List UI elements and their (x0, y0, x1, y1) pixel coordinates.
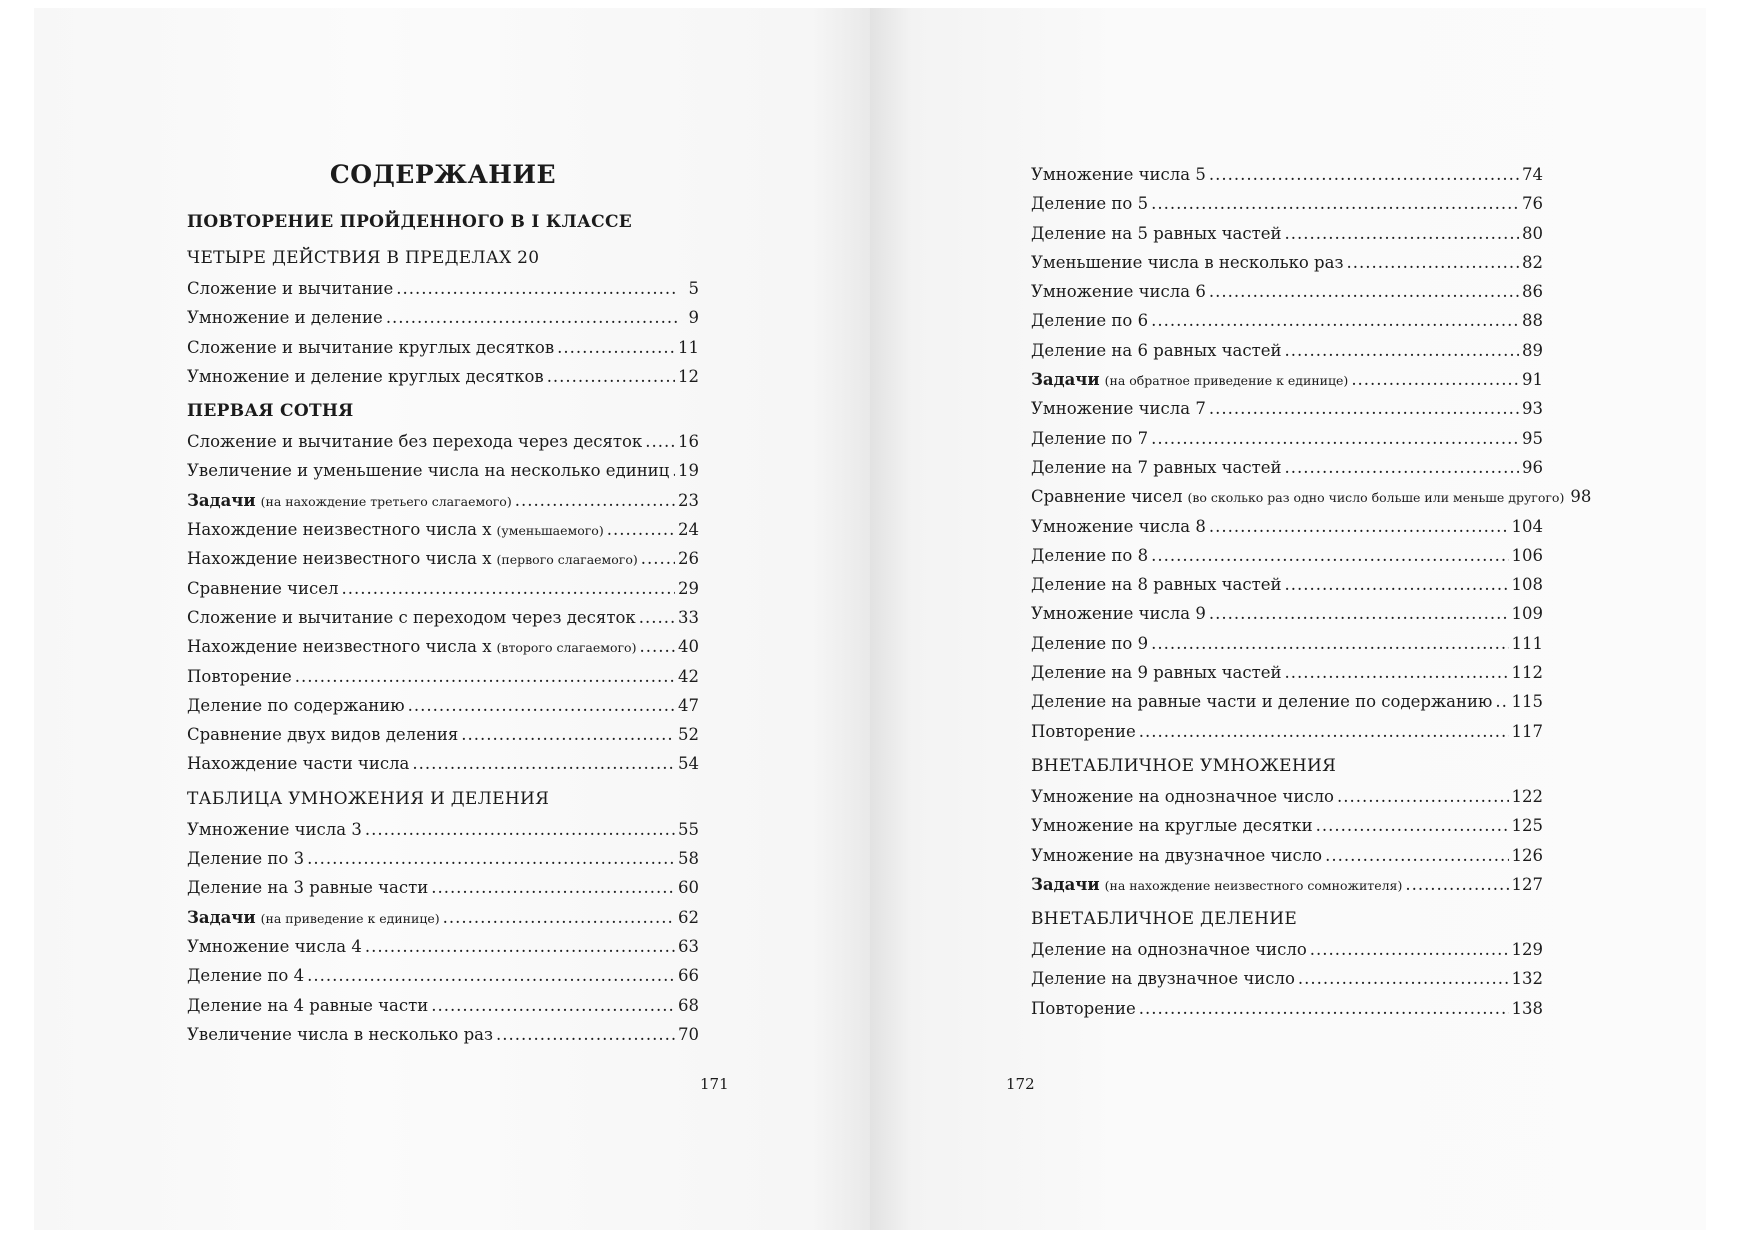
toc-entry[interactable] (1031, 629, 1543, 658)
toc-entry[interactable] (187, 486, 699, 515)
toc-entry-label (187, 574, 338, 603)
toc-entry-label (187, 486, 512, 516)
dot-leader (672, 456, 675, 485)
dot-leader (1298, 964, 1509, 993)
toc-entry-page: 111 (1511, 633, 1543, 653)
toc-entry[interactable] (1031, 935, 1543, 964)
toc-entry-label (187, 544, 638, 574)
toc-entry-page: 76 (1522, 194, 1543, 214)
toc-entry-label (1031, 870, 1402, 900)
toc-entry-page: 68 (678, 995, 699, 1015)
right-toc-sections (1031, 160, 1592, 1023)
toc-entry-title: Сложение и вычитание с переходом через десяток (187, 607, 636, 627)
toc-entry-page: 126 (1511, 845, 1543, 865)
left-toc-column (187, 160, 699, 1049)
toc-entry-label (187, 427, 642, 456)
dot-leader (1151, 541, 1508, 570)
toc-entry-title: Задачи (187, 907, 256, 927)
toc-entry-label (187, 333, 554, 362)
toc-entry[interactable] (187, 333, 699, 362)
toc-entry-page: 47 (678, 695, 699, 715)
toc-entry-label (1031, 541, 1148, 570)
toc-entry-label (187, 844, 304, 873)
toc-entry-page: 106 (1511, 545, 1543, 565)
toc-entry-title: Повторение (187, 666, 292, 686)
dot-leader (547, 362, 675, 391)
left-toc-sections (187, 206, 699, 1049)
dot-leader (365, 932, 675, 961)
toc-entry-title: Уменьшение числа в несколько раз (1031, 252, 1344, 272)
toc-entry-title: Задачи (1031, 874, 1100, 894)
toc-entry-label (187, 1020, 493, 1049)
dot-leader (1151, 424, 1519, 453)
dot-leader (515, 486, 675, 515)
toc-entry[interactable] (1031, 189, 1543, 218)
toc-entry[interactable] (1031, 424, 1543, 453)
dot-leader (408, 691, 675, 720)
toc-entry[interactable] (1031, 717, 1543, 746)
toc-entry[interactable] (1031, 658, 1543, 687)
toc-entry[interactable] (1031, 219, 1543, 248)
toc-entry-note: (на обратное приведение к единице) (1104, 373, 1349, 389)
toc-entry-title: Умножение числа 4 (187, 936, 362, 956)
toc-entry-page: 58 (678, 849, 699, 869)
toc-entry[interactable] (187, 427, 699, 456)
toc-entry-title: Умножение числа 9 (1031, 604, 1206, 624)
dot-leader (386, 303, 678, 332)
dot-leader (1285, 219, 1520, 248)
toc-entry[interactable] (1031, 541, 1543, 570)
toc-entry[interactable] (1031, 365, 1543, 394)
toc-entry-page: 91 (1522, 370, 1543, 390)
toc-entry-label (187, 720, 458, 749)
toc-entry-title: Сравнение двух видов деления (187, 725, 459, 745)
toc-entry-title: Деление на двузначное число (1031, 969, 1295, 989)
toc-entry-title: Деление по 3 (187, 849, 305, 869)
toc-entry-label (187, 303, 383, 332)
toc-entry-title: Деление по 7 (1031, 428, 1149, 448)
dot-leader (1209, 512, 1509, 541)
toc-entry-label (187, 991, 428, 1020)
toc-entry-title: Сложение и вычитание (187, 279, 394, 298)
toc-entry-title: Деление на 9 равных частей (1031, 663, 1282, 683)
dot-leader (1351, 365, 1519, 394)
toc-entry-title: Деление по 4 (187, 966, 305, 986)
toc-entry-title: Умножение числа 8 (1031, 516, 1206, 536)
toc-entry-title: Умножение числа 5 (1031, 165, 1206, 184)
dot-leader (396, 274, 678, 303)
toc-entry-note: (во сколько раз одно число больше или меньше другого) (1187, 490, 1565, 506)
dot-leader (1285, 336, 1520, 365)
toc-entry-title: Деление на однозначное число (1031, 940, 1307, 960)
toc-entry[interactable] (187, 456, 699, 485)
page-title: СОДЕРЖАНИЕ (329, 160, 557, 189)
toc-entry[interactable] (1031, 394, 1543, 423)
toc-entry[interactable] (187, 961, 699, 990)
toc-entry[interactable] (187, 303, 699, 332)
dot-leader (645, 427, 675, 456)
toc-entry[interactable] (1031, 687, 1543, 716)
toc-entry[interactable] (187, 991, 699, 1020)
toc-entry[interactable] (1031, 453, 1543, 482)
dot-leader (1151, 306, 1519, 335)
toc-entry-page: 52 (678, 725, 699, 745)
toc-entry[interactable] (187, 274, 699, 303)
right-toc-column (1031, 160, 1592, 1023)
toc-entry-title: Сложение и вычитание круглых десятков (187, 337, 555, 357)
toc-entry-label (187, 632, 636, 662)
left-page-number: 171 (700, 1075, 729, 1093)
toc-entry-label (1031, 365, 1348, 395)
dot-leader (1209, 394, 1519, 423)
toc-entry-label (187, 815, 362, 844)
toc-entry[interactable] (1031, 599, 1543, 628)
toc-entry[interactable] (1031, 570, 1543, 599)
toc-entry-label (187, 903, 440, 933)
toc-entry-page: 122 (1511, 786, 1543, 806)
toc-entry-label (187, 932, 362, 961)
section-heading: ПЕРВАЯ СОТНЯ (187, 401, 354, 422)
toc-entry-label (187, 662, 292, 691)
dot-leader (307, 844, 675, 873)
toc-entry[interactable] (187, 662, 699, 691)
toc-entry-label (187, 961, 304, 990)
dot-leader (431, 873, 675, 902)
dot-leader (295, 662, 675, 691)
toc-entry[interactable] (1031, 782, 1543, 811)
toc-entry[interactable] (1031, 994, 1543, 1023)
toc-entry-label (1031, 336, 1282, 365)
dot-leader (641, 544, 675, 573)
dot-leader (1151, 629, 1508, 658)
toc-entry-title: Сравнение чисел (187, 578, 339, 598)
toc-entry-label (1031, 994, 1136, 1023)
toc-entry[interactable] (1031, 248, 1543, 277)
toc-entry-page: 42 (678, 666, 699, 686)
toc-entry[interactable] (1031, 811, 1543, 840)
toc-entry-page: 12 (678, 366, 699, 386)
toc-entry-title: Задачи (187, 490, 256, 510)
dot-leader (341, 574, 675, 603)
dot-leader (1495, 687, 1508, 716)
toc-entry-label (1031, 306, 1148, 335)
toc-entry-title: Нахождение части числа (187, 754, 410, 774)
toc-entry[interactable] (1031, 336, 1543, 365)
toc-entry-page: 60 (678, 878, 699, 898)
toc-entry[interactable] (187, 515, 699, 544)
toc-entry[interactable] (1031, 160, 1543, 189)
toc-entry[interactable] (187, 574, 699, 603)
dot-leader (1316, 811, 1509, 840)
toc-entry-label (1031, 453, 1282, 482)
toc-entry[interactable] (187, 603, 699, 632)
toc-entry-title: Деление на 3 равные части (187, 878, 429, 898)
toc-entry-page: 88 (1522, 311, 1543, 331)
toc-entry-note: (второго слагаемого) (496, 640, 637, 656)
toc-entry-label (1031, 189, 1148, 218)
toc-entry-page: 54 (678, 754, 699, 774)
section-heading: ВНЕТАБЛИЧНОЕ ДЕЛЕНИЕ (1031, 909, 1298, 930)
toc-entry-label (1031, 811, 1313, 840)
toc-entry-label (187, 515, 604, 545)
toc-entry-page: 26 (678, 549, 699, 569)
toc-entry-note: (на приведение к единице) (260, 910, 440, 926)
section-heading: ЧЕТЫРЕ ДЕЙСТВИЯ В ПРЕДЕЛАХ 20 (187, 248, 540, 268)
toc-entry-page: 70 (678, 1024, 699, 1044)
dot-leader (1405, 870, 1508, 899)
toc-entry-title: Умножение числа 7 (1031, 399, 1206, 419)
dot-leader (639, 603, 675, 632)
toc-entry-label (1031, 599, 1206, 628)
toc-entry-label (187, 691, 405, 720)
toc-entry[interactable] (187, 903, 699, 932)
toc-entry[interactable] (187, 632, 699, 661)
toc-entry-note: (уменьшаемого) (496, 523, 604, 539)
toc-entry-label (1031, 219, 1282, 248)
toc-entry-page: 11 (678, 337, 699, 357)
toc-entry-label (1031, 964, 1295, 993)
toc-entry-page: 108 (1511, 575, 1543, 595)
toc-entry-label (1031, 482, 1564, 512)
dot-leader (431, 991, 675, 1020)
toc-entry-page: 82 (1522, 252, 1543, 272)
dot-leader (461, 720, 675, 749)
dot-leader (1325, 841, 1508, 870)
dot-leader (1285, 453, 1520, 482)
toc-entry-page: 16 (678, 432, 699, 452)
dot-leader (307, 961, 675, 990)
section-heading: ПОВТОРЕНИЕ ПРОЙДЕННОГО В I КЛАССЕ (187, 212, 633, 232)
dot-leader (1139, 717, 1509, 746)
toc-entry[interactable] (187, 720, 699, 749)
toc-entry-page: 129 (1511, 940, 1543, 960)
toc-entry[interactable] (187, 544, 699, 573)
toc-entry[interactable] (187, 932, 699, 961)
toc-entry-title: Деление на 4 равные части (187, 995, 429, 1015)
toc-entry-title: Умножение числа 6 (1031, 282, 1206, 302)
toc-entry-title: Деление по 8 (1031, 545, 1149, 565)
toc-entry-page: 9 (688, 308, 699, 328)
toc-entry-label (1031, 717, 1136, 746)
toc-entry-label (1031, 160, 1206, 189)
toc-entry-title: Увеличение и уменьшение числа на несколько единиц (187, 461, 670, 481)
toc-entry-title: Задачи (1031, 370, 1100, 390)
toc-entry-page: 74 (1522, 165, 1543, 184)
toc-entry-page: 33 (678, 607, 699, 627)
toc-entry-label (1031, 394, 1206, 423)
toc-entry-title: Умножение на круглые десятки (1031, 816, 1313, 836)
toc-entry-page: 109 (1511, 604, 1543, 624)
toc-entry-title: Деление по 9 (1031, 633, 1149, 653)
toc-entry[interactable] (1031, 512, 1543, 541)
toc-entry[interactable] (187, 815, 699, 844)
toc-entry-page: 86 (1522, 282, 1543, 302)
dot-leader (1285, 658, 1509, 687)
toc-entry-page: 5 (688, 279, 699, 298)
toc-entry-title: Деление по 5 (1031, 194, 1149, 214)
toc-entry-title: Деление по 6 (1031, 311, 1149, 331)
toc-entry-label (1031, 277, 1206, 306)
toc-entry-page: 62 (678, 907, 699, 927)
toc-entry-page: 104 (1511, 516, 1543, 536)
dot-leader (607, 515, 675, 544)
section-heading: ТАБЛИЦА УМНОЖЕНИЯ И ДЕЛЕНИЯ (187, 788, 550, 809)
toc-entry[interactable] (1031, 277, 1543, 306)
toc-entry-title: Умножение на двузначное число (1031, 845, 1323, 865)
toc-entry[interactable] (187, 362, 699, 391)
toc-entry-title: Деление по содержанию (187, 695, 405, 715)
toc-entry-page: 98 (1570, 487, 1592, 507)
toc-entry-label (1031, 782, 1334, 811)
toc-entry-title: Нахождение неизвестного числа х (187, 637, 492, 657)
toc-entry-page: 115 (1511, 692, 1543, 712)
toc-entry-page: 93 (1522, 399, 1543, 419)
dot-leader (1337, 782, 1509, 811)
dot-leader (365, 815, 675, 844)
dot-leader (1285, 570, 1509, 599)
dot-leader (412, 749, 675, 778)
toc-entry-title: Увеличение числа в несколько раз (187, 1024, 493, 1044)
toc-entry-label (187, 274, 393, 303)
toc-entry-label (1031, 658, 1282, 687)
toc-entry-title: Деление на 5 равных частей (1031, 223, 1282, 243)
toc-entry[interactable] (1031, 482, 1592, 511)
toc-entry-page: 125 (1511, 816, 1543, 836)
toc-entry-label (1031, 512, 1206, 541)
toc-entry-page: 95 (1522, 428, 1543, 448)
toc-entry-label (1031, 841, 1322, 870)
dot-leader (443, 903, 675, 932)
toc-entry-page: 29 (678, 578, 699, 598)
toc-entry[interactable] (1031, 870, 1543, 899)
toc-entry-page: 23 (678, 490, 699, 510)
dot-leader (1209, 160, 1519, 189)
toc-entry-label (187, 873, 428, 902)
toc-entry-title: Деление на 6 равных частей (1031, 340, 1282, 360)
toc-entry[interactable] (187, 844, 699, 873)
toc-entry-page: 112 (1511, 663, 1543, 683)
toc-entry-label (187, 456, 669, 485)
toc-entry[interactable] (1031, 306, 1543, 335)
toc-entry-page: 66 (678, 966, 699, 986)
toc-entry-page: 24 (678, 520, 699, 540)
toc-entry-title: Нахождение неизвестного числа х (187, 520, 492, 540)
toc-entry-page: 132 (1511, 969, 1543, 989)
dot-leader (557, 333, 675, 362)
toc-entry-title: Умножение на однозначное число (1031, 786, 1334, 806)
toc-entry[interactable] (187, 691, 699, 720)
toc-entry-note: (первого слагаемого) (496, 552, 638, 568)
right-page-number: 172 (1006, 1075, 1035, 1093)
dot-leader (1209, 599, 1509, 628)
dot-leader (639, 632, 675, 661)
toc-entry-title: Умножение и деление круглых десятков (187, 366, 544, 386)
toc-entry-label (187, 603, 636, 632)
toc-entry-page: 96 (1522, 457, 1543, 477)
dot-leader (1209, 277, 1519, 306)
toc-entry-page: 117 (1511, 721, 1543, 741)
dot-leader (1346, 248, 1519, 277)
toc-entry-note: (на нахождение неизвестного сомножителя) (1104, 877, 1403, 893)
toc-entry-note: (на нахождение третьего слагаемого) (260, 493, 512, 509)
dot-leader (496, 1020, 675, 1049)
toc-entry[interactable] (1031, 841, 1543, 870)
toc-entry-label (1031, 629, 1148, 658)
dot-leader (1310, 935, 1509, 964)
section-heading: ВНЕТАБЛИЧНОЕ УМНОЖЕНИЯ (1031, 755, 1337, 776)
dot-leader (1151, 189, 1519, 218)
toc-entry[interactable] (187, 749, 699, 778)
toc-entry-title: Сравнение чисел (1031, 487, 1183, 507)
toc-entry-label (1031, 935, 1307, 964)
toc-entry-page: 127 (1511, 874, 1543, 894)
toc-entry-title: Деление на 7 равных частей (1031, 457, 1282, 477)
toc-entry-page: 138 (1511, 998, 1543, 1018)
toc-entry[interactable] (1031, 964, 1543, 993)
toc-entry-label (1031, 687, 1492, 716)
toc-entry-page: 55 (678, 819, 699, 839)
toc-entry[interactable] (187, 1020, 699, 1049)
toc-entry-title: Умножение и деление (187, 308, 383, 328)
toc-entry-label (187, 362, 544, 391)
toc-entry-label (1031, 424, 1148, 453)
toc-entry-title: Деление на равные части и деление по содержанию (1031, 692, 1493, 712)
toc-entry-page: 80 (1522, 223, 1543, 243)
toc-entry-page: 63 (678, 936, 699, 956)
toc-entry-page: 89 (1522, 340, 1543, 360)
toc-entry-page: 19 (678, 461, 699, 481)
toc-entry-title: Повторение (1031, 721, 1136, 741)
toc-entry-title: Умножение числа 3 (187, 819, 362, 839)
toc-entry-title: Нахождение неизвестного числа х (187, 549, 492, 569)
toc-entry-label (1031, 570, 1282, 599)
toc-entry-page: 40 (678, 637, 699, 657)
toc-entry-label (187, 749, 409, 778)
toc-entry-title: Сложение и вычитание без перехода через десяток (187, 432, 643, 452)
toc-entry-title: Повторение (1031, 998, 1136, 1018)
dot-leader (1139, 994, 1509, 1023)
toc-entry-title: Деление на 8 равных частей (1031, 575, 1282, 595)
toc-entry[interactable] (187, 873, 699, 902)
toc-entry-label (1031, 248, 1343, 277)
